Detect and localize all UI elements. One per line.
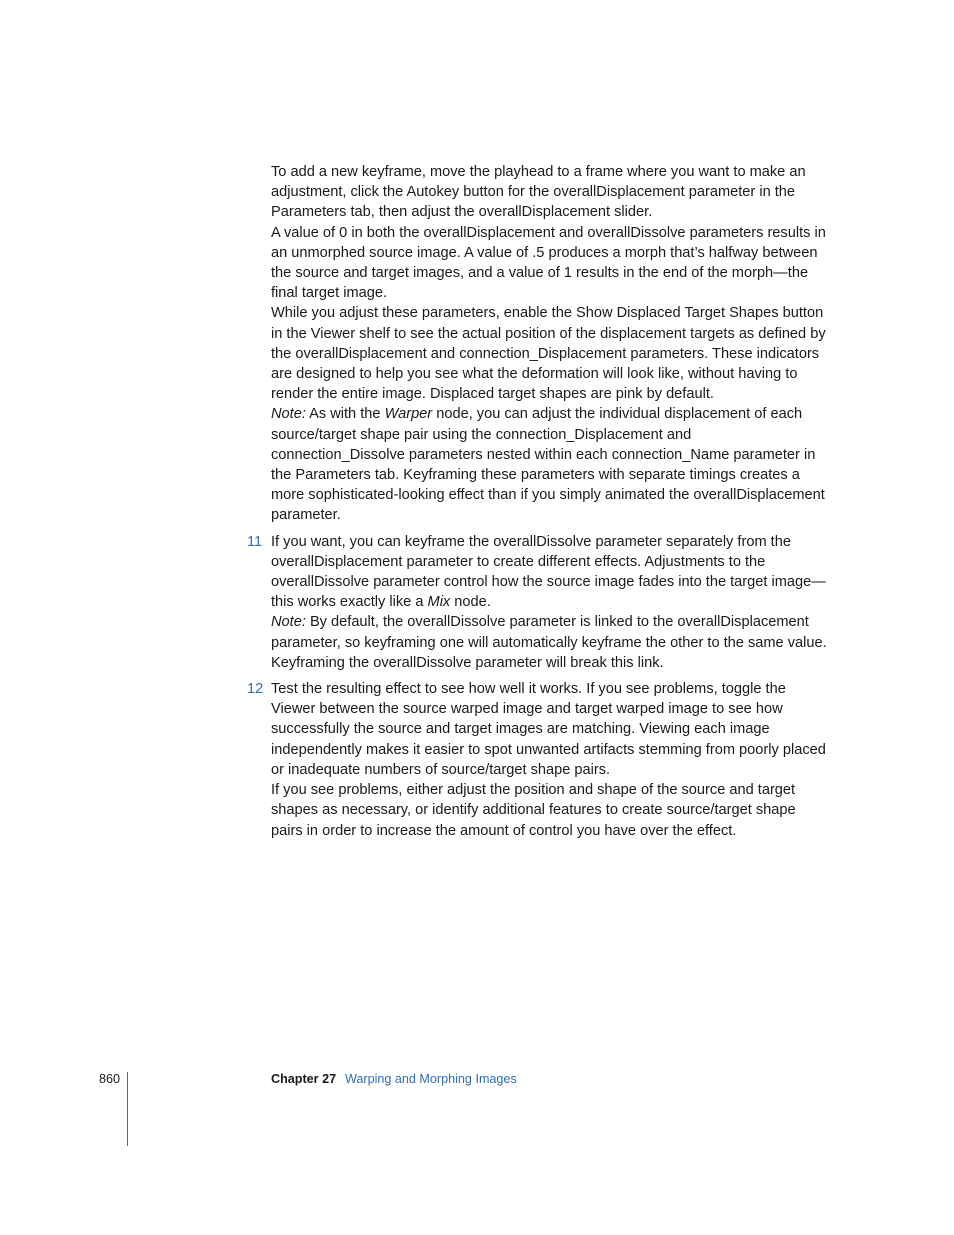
- chapter-label: Chapter 27: [271, 1072, 337, 1086]
- mix-node-name: Mix: [427, 594, 451, 611]
- note-label: Note:: [271, 614, 306, 631]
- page-body: [247, 162, 827, 841]
- chapter-title-link[interactable]: Warping and Morphing Images: [345, 1072, 517, 1086]
- step-text: Test the resulting effect to see how well it works. If you see problems, toggle the Viewer between the source warped image and target warped image to see how successfully the source and target images are matching. Viewing each image independently makes it easier to spot unwanted artifacts stemming from poorly placed or inadequate numbers of source/target shape pairs.: [271, 681, 826, 778]
- step-number: 11: [247, 533, 263, 550]
- step-text: If you want, you can keyframe the overallDissolve parameter separately from the overallDisplacement parameter to create different effects. Adjustments to the overallDissolve parameter control how the source image fades into the target image—this works exactly like a Mix node.: [271, 533, 826, 611]
- page-number: 860: [99, 1072, 121, 1086]
- paragraph-if-problems: If you see problems, either adjust the position and shape of the source and target shapes as necessary, or identify additional features to create source/target shape pairs in order to increase the amount of control you have over the effect.: [271, 782, 796, 839]
- step-12: [247, 679, 827, 780]
- paragraph-show-displaced: While you adjust these parameters, enable the Show Displaced Target Shapes button in the Viewer shelf to see the actual position of the displacement targets as defined by the overallDisplacement and connection_Displacement parameters. These indicators are designed to help you see what the deformation will look like, without having to render the entire image. Displaced target shapes are pink by default.: [271, 305, 826, 403]
- paragraph-keyframe: To add a new keyframe, move the playhead to a frame where you want to make an adjustment, click the Autokey button for the overallDisplacement parameter in the Parameters tab, then adjust the overallDisplacement slider.: [271, 164, 806, 221]
- warper-node-name: Warper: [384, 406, 433, 423]
- footer-divider: [127, 1072, 128, 1146]
- note-warper: Note: As with the Warper node, you can adjust the individual displacement of each source/target shape pair using the connection_Displacement and connection_Dissolve parameters nested within each connection_Name parameter in the Parameters tab. Keyframing these parameters with separate timings creates a more sophisticated-looking effect than if you simply animated the overallDisplacement parameter.: [271, 406, 825, 524]
- note-linked: Note: By default, the overallDissolve parameter is linked to the overallDisplacement parameter, so keyframing one will automatically keyframe the other to the same value. Keyframing the overallDissolve parameter will break this link.: [271, 614, 827, 671]
- step-number: 12: [247, 681, 264, 698]
- step-11: [247, 532, 827, 613]
- page-footer: [0, 1072, 954, 1092]
- paragraph-values: A value of 0 in both the overallDisplacement and overallDissolve parameters results in an unmorphed source image. A value of .5 produces a morph that’s halfway between the source and target images, and a value of 1 results in the end of the morph—the final target image.: [271, 224, 826, 302]
- note-label: Note:: [271, 406, 306, 423]
